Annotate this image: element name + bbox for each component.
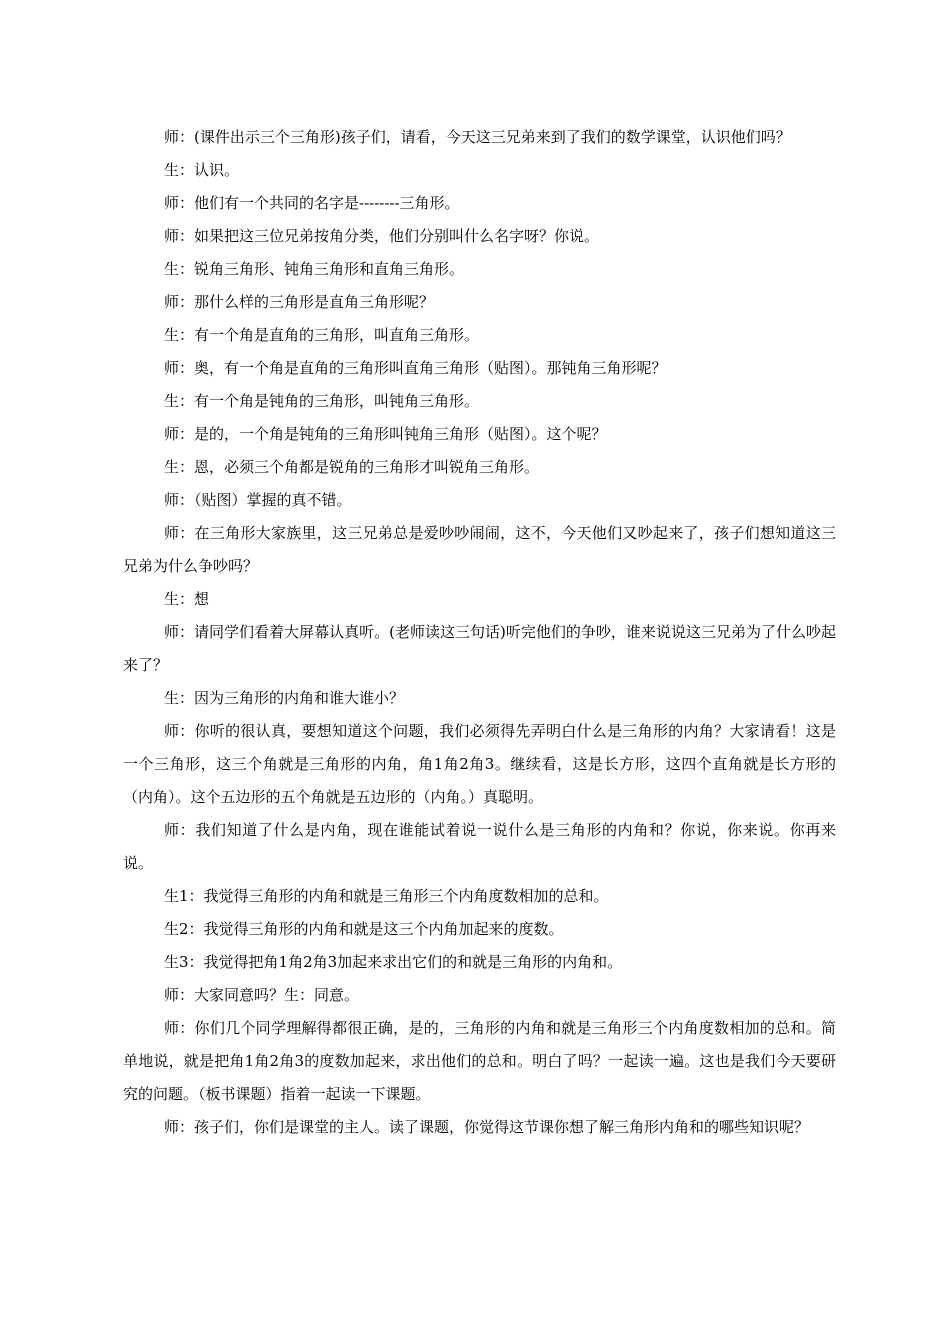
paragraph-13: 师：在三角形大家族里，这三兄弟总是爱吵吵闹闹，这不，今天他们又吵起来了，孩子们想知道这三兄弟为什么争吵吗？ — [123, 524, 836, 575]
paragraph-12: 师：（贴图）掌握的真不错。 — [164, 491, 352, 509]
paragraph-19: 生1：我觉得三角形的内角和就是三角形三个内角度数相加的总和。 — [164, 887, 609, 905]
paragraph-14: 生：想 — [164, 590, 210, 608]
document-body — [123, 121, 836, 1144]
paragraph-8: 师：奥，有一个角是直角的三角形叫直角三角形（贴图）。那钝角三角形呢？ — [164, 359, 667, 377]
paragraph-23: 师：你们几个同学理解得都很正确，是的，三角形的内角和就是三角形三个内角度数相加的总和。简单地说，就是把角1角2角3的度数加起来，求出他们的总和。明白了吗？一起读一遍。这也是我们今天要研究的问题。（板书课题）指着一起读一下课题。 — [123, 1019, 836, 1103]
paragraph-2: 生：认识。 — [164, 161, 240, 179]
paragraph-18: 师：我们知道了什么是内角，现在谁能试着说一说什么是三角形的内角和？你说，你来说。你再来说。 — [123, 821, 836, 872]
paragraph-15: 师：请同学们看着大屏幕认真听。(老师读这三句话)听完他们的争吵，谁来说说这三兄弟为了什么吵起来了？ — [123, 623, 836, 674]
paragraph-7: 生：有一个角是直角的三角形，叫直角三角形。 — [164, 326, 480, 344]
paragraph-21: 生3：我觉得把角1角2角3加起来求出它们的和就是三角形的内角和。 — [164, 953, 623, 971]
paragraph-4: 师：如果把这三位兄弟按角分类，他们分别叫什么名字呀？你说。 — [164, 227, 600, 245]
paragraph-10: 师：是的，一个角是钝角的三角形叫钝角三角形（贴图）。这个呢？ — [164, 425, 607, 443]
paragraph-20: 生2：我觉得三角形的内角和就是这三个内角加起来的度数。 — [164, 920, 564, 938]
paragraph-24: 师：孩子们，你们是课堂的主人。读了课题，你觉得这节课你想了解三角形内角和的哪些知识呢？ — [164, 1118, 810, 1136]
paragraph-11: 生：恩，必须三个角都是锐角的三角形才叫锐角三角形。 — [164, 458, 540, 476]
paragraph-22: 师：大家同意吗？生：同意。 — [164, 986, 360, 1004]
paragraph-17: 师：你听的很认真，要想知道这个问题，我们必须得先弄明白什么是三角形的内角？大家请看！这是一个三角形，这三个角就是三角形的内角，角1角2角3。继续看，这是长方形，这四个直角就是长方形的（内角）。这个五边形的五个角就是五边形的（内角。）真聪明。 — [123, 722, 836, 806]
paragraph-9: 生：有一个角是钝角的三角形，叫钝角三角形。 — [164, 392, 480, 410]
paragraph-5: 生：锐角三角形、钝角三角形和直角三角形。 — [164, 260, 465, 278]
paragraph-1: 师：(课件出示三个三角形)孩子们，请看，今天这三兄弟来到了我们的数学课堂，认识他们吗？ — [164, 128, 791, 146]
paragraph-16: 生：因为三角形的内角和谁大谁小？ — [164, 689, 405, 707]
paragraph-3: 师：他们有一个共同的名字是--------三角形。 — [164, 194, 460, 212]
paragraph-6: 师：那什么样的三角形是直角三角形呢？ — [164, 293, 435, 311]
